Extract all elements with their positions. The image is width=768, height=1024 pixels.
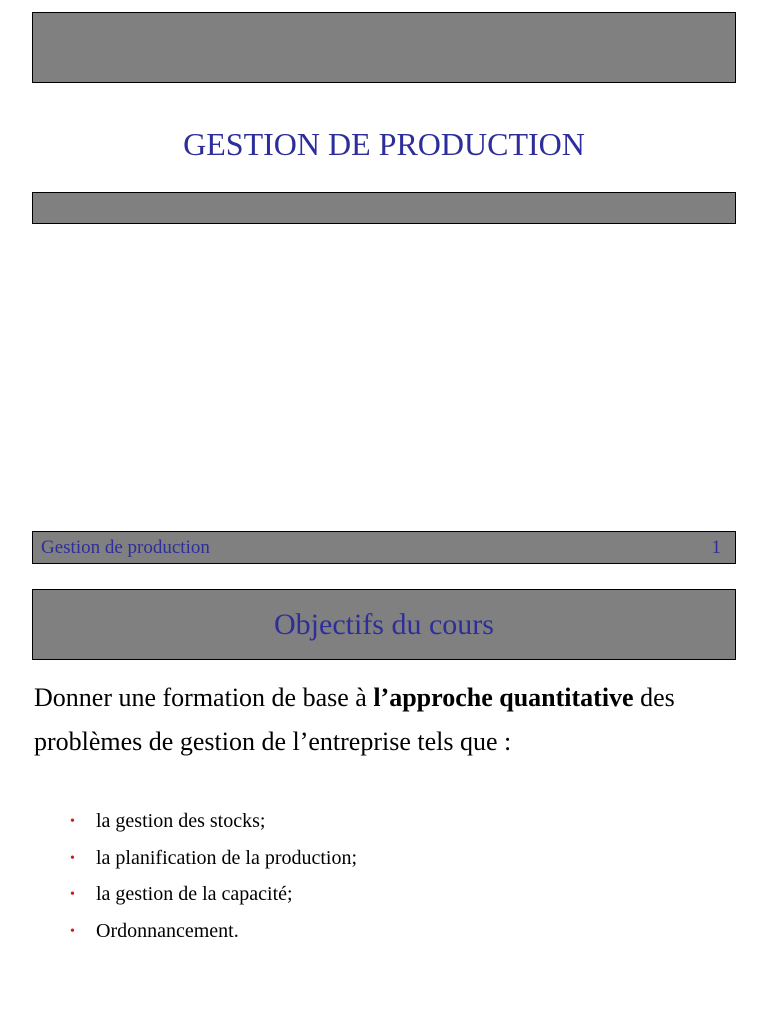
intro-text-start: Donner une formation de base à xyxy=(34,683,374,712)
title-top-bar xyxy=(32,12,736,83)
list-item-text: la gestion de la capacité; xyxy=(96,883,293,906)
list-item xyxy=(70,803,357,840)
section-heading: Objectifs du cours xyxy=(274,607,494,641)
list-item xyxy=(70,913,357,950)
list-item-text: Ordonnancement. xyxy=(96,919,239,942)
objectives-list xyxy=(70,803,357,949)
section-heading-box xyxy=(32,589,736,660)
intro-paragraph xyxy=(34,676,744,764)
bullet-icon: • xyxy=(70,814,75,830)
list-item-text: la gestion des stocks; xyxy=(96,810,266,833)
page-number: 1 xyxy=(711,536,721,558)
intro-emphasis: l’approche quantitative xyxy=(373,683,634,712)
list-item-text: la planification de la production; xyxy=(96,846,358,869)
slide-footer xyxy=(32,531,736,564)
slide-title: GESTION DE PRODUCTION xyxy=(183,126,585,162)
list-item xyxy=(70,840,357,877)
title-bottom-bar xyxy=(32,192,736,224)
bullet-icon: • xyxy=(70,887,75,903)
bullet-icon: • xyxy=(70,923,75,939)
footer-text: Gestion de production xyxy=(41,536,210,558)
intro-text-end: des problèmes de gestion de l’entreprise tels que : xyxy=(34,683,675,756)
list-item xyxy=(70,876,357,913)
bullet-icon: • xyxy=(70,850,75,866)
